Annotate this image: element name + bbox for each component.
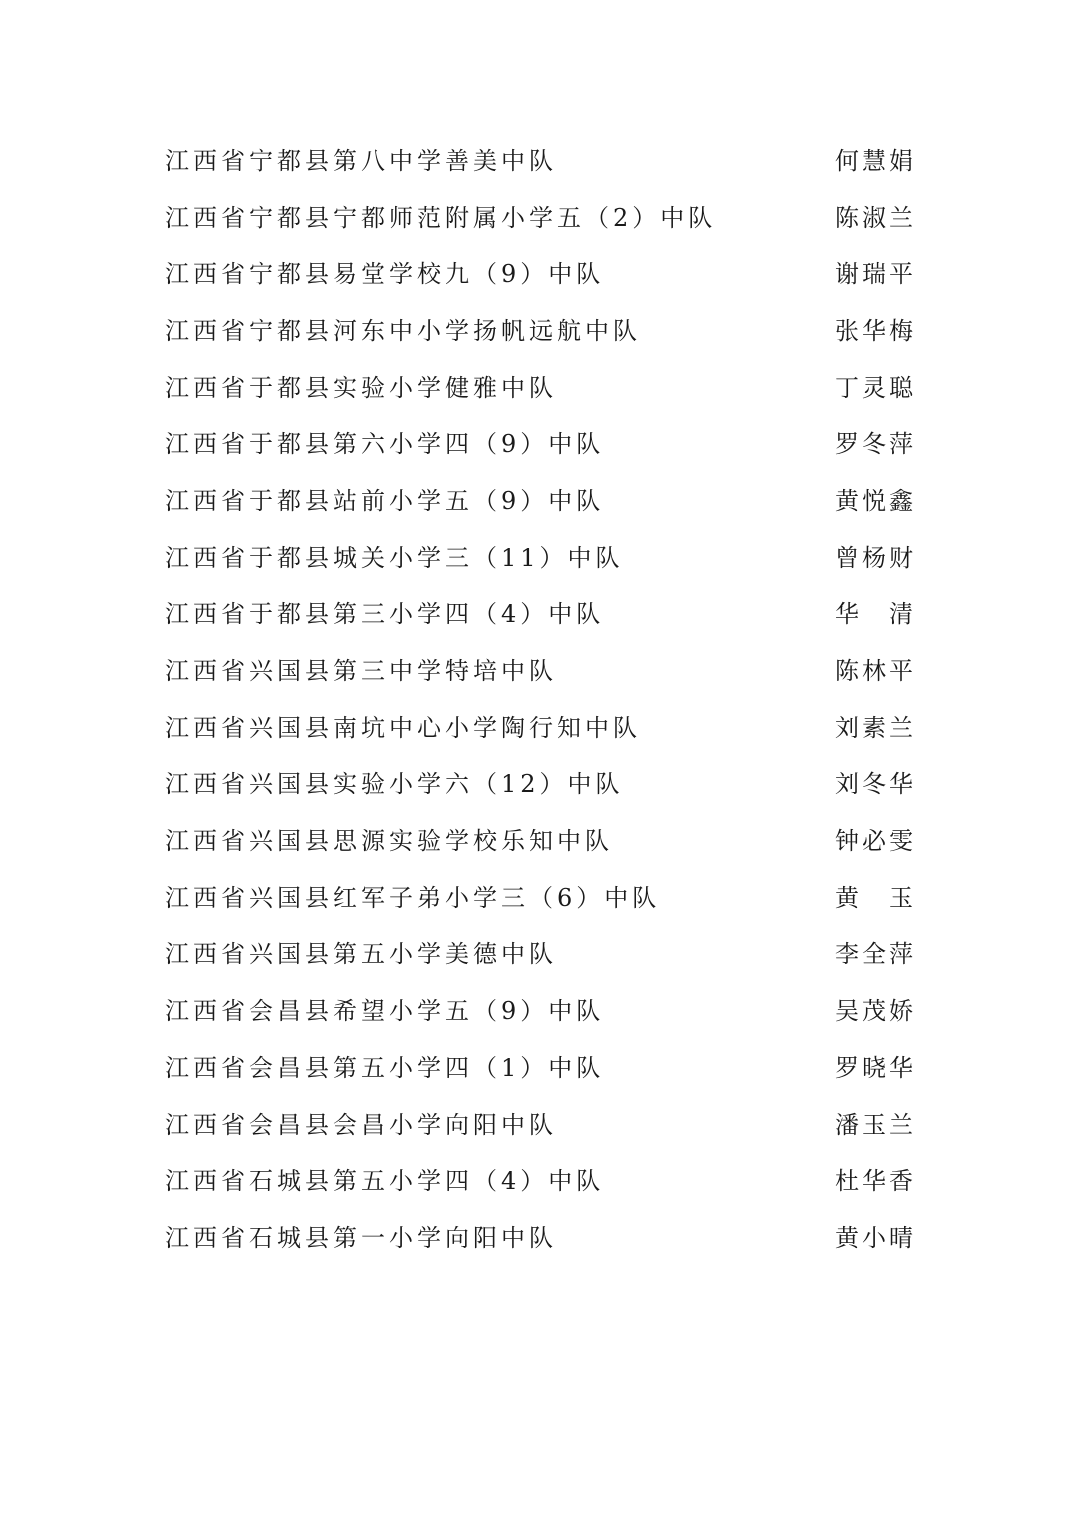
squad-name: 江西省兴国县实验小学六（12）中队	[165, 770, 624, 799]
counselor-name: 刘素兰	[835, 713, 915, 742]
list-item	[165, 924, 915, 981]
counselor-name: 罗冬萍	[835, 430, 915, 459]
squad-name: 江西省于都县站前小学五（9）中队	[165, 486, 605, 515]
list-item	[165, 980, 915, 1037]
list-item	[165, 1037, 915, 1094]
squad-name: 江西省兴国县思源实验学校乐知中队	[165, 827, 613, 856]
list-item	[165, 470, 915, 527]
counselor-name: 何慧娟	[835, 146, 915, 175]
squad-name: 江西省于都县实验小学健雅中队	[165, 373, 557, 402]
list-item	[165, 300, 915, 357]
counselor-name: 黄 玉	[835, 883, 915, 912]
squad-name: 江西省兴国县红军子弟小学三（6）中队	[165, 883, 661, 912]
list-item	[165, 867, 915, 924]
counselor-name: 陈淑兰	[835, 203, 915, 232]
counselor-name: 曾杨财	[835, 543, 915, 572]
list-item	[165, 754, 915, 811]
list-item	[165, 810, 915, 867]
list-item	[165, 357, 915, 414]
counselor-name: 罗晓华	[835, 1053, 915, 1082]
counselor-name: 丁灵聪	[835, 373, 915, 402]
squad-name: 江西省兴国县南坑中心小学陶行知中队	[165, 713, 641, 742]
list-item	[165, 697, 915, 754]
list-item	[165, 130, 915, 187]
squad-name: 江西省兴国县第五小学美德中队	[165, 940, 557, 969]
list-item	[165, 413, 915, 470]
counselor-name: 钟必雯	[835, 827, 915, 856]
counselor-name: 潘玉兰	[835, 1110, 915, 1139]
list-item	[165, 1150, 915, 1207]
squad-name: 江西省石城县第一小学向阳中队	[165, 1223, 557, 1252]
list-item	[165, 640, 915, 697]
counselor-name: 陈林平	[835, 657, 915, 686]
squad-name: 江西省兴国县第三中学特培中队	[165, 657, 557, 686]
list-item	[165, 187, 915, 244]
squad-name: 江西省石城县第五小学四（4）中队	[165, 1167, 605, 1196]
honor-list	[165, 130, 915, 1264]
squad-name: 江西省宁都县易堂学校九（9）中队	[165, 260, 605, 289]
counselor-name: 杜华香	[835, 1167, 915, 1196]
squad-name: 江西省于都县城关小学三（11）中队	[165, 543, 624, 572]
list-item	[165, 1207, 915, 1264]
list-item	[165, 584, 915, 641]
counselor-name: 谢瑞平	[835, 260, 915, 289]
squad-name: 江西省宁都县宁都师范附属小学五（2）中队	[165, 203, 717, 232]
squad-name: 江西省会昌县希望小学五（9）中队	[165, 997, 605, 1026]
squad-name: 江西省于都县第六小学四（9）中队	[165, 430, 605, 459]
counselor-name: 华 清	[835, 600, 915, 629]
counselor-name: 张华梅	[835, 316, 915, 345]
counselor-name: 刘冬华	[835, 770, 915, 799]
squad-name: 江西省会昌县会昌小学向阳中队	[165, 1110, 557, 1139]
squad-name: 江西省会昌县第五小学四（1）中队	[165, 1053, 605, 1082]
counselor-name: 黄小晴	[835, 1223, 915, 1252]
squad-name: 江西省宁都县河东中小学扬帆远航中队	[165, 316, 641, 345]
squad-name: 江西省于都县第三小学四（4）中队	[165, 600, 605, 629]
counselor-name: 李全萍	[835, 940, 915, 969]
list-item	[165, 1094, 915, 1151]
counselor-name: 黄悦鑫	[835, 486, 915, 515]
list-item	[165, 243, 915, 300]
counselor-name: 吴茂娇	[835, 997, 915, 1026]
list-item	[165, 527, 915, 584]
squad-name: 江西省宁都县第八中学善美中队	[165, 146, 557, 175]
